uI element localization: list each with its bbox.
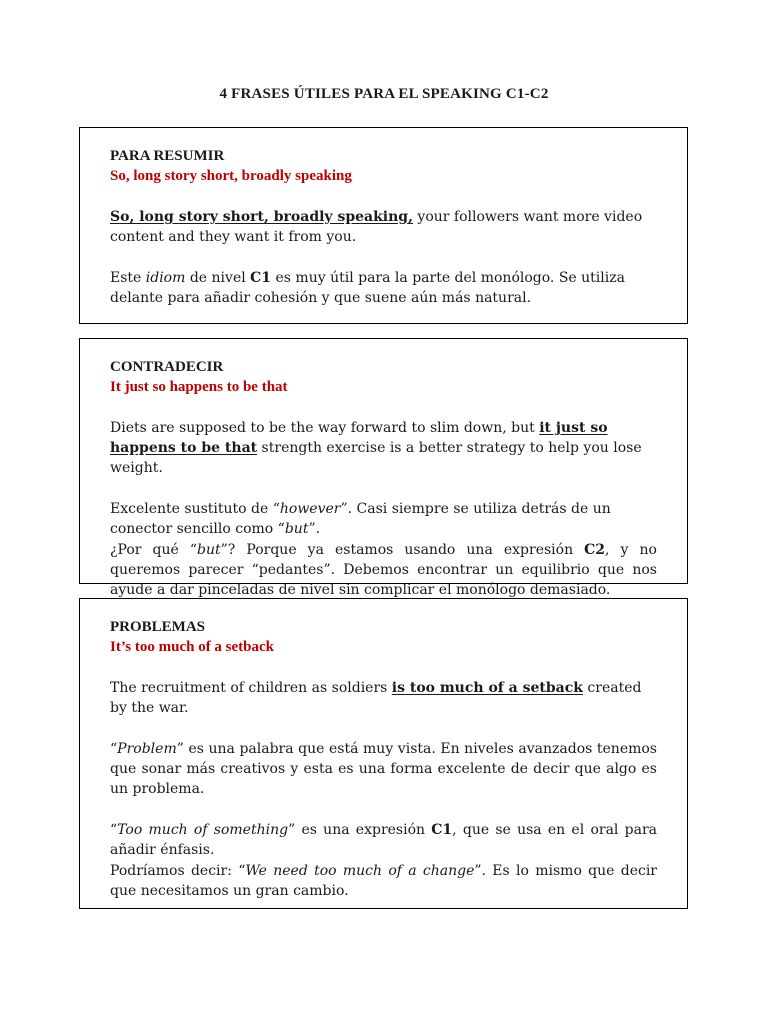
explanation-text: ”? Porque ya estamos usando una expresión: [220, 541, 585, 558]
explanation: [110, 820, 657, 861]
key-phrase: It just so happens to be that: [110, 379, 288, 396]
explanation-term: idiom: [145, 269, 186, 286]
explanation-text: , y no queremos parecer “pedantes”. Debemos encontrar un equilibrio que nos ayude a dar pinceladas de nivel sin complicar el monólogo demasiado.: [110, 541, 657, 599]
explanation-term: Problem: [117, 740, 177, 757]
key-phrase: So, long story short, broadly speaking: [110, 168, 352, 185]
section-contradict: [79, 338, 688, 599]
explanation-text: Podríamos decir: “: [110, 862, 246, 879]
example-text: your followers want more video content and they want it from you.: [110, 208, 643, 246]
explanation-text: ”.: [308, 521, 321, 538]
explanation-text: ” es una palabra que está muy vista. En niveles avanzados tenemos que sonar más creativos y esta es una forma excelente de decir que algo es un problema.: [110, 740, 657, 798]
explanation-text: , que se usa en el oral para añadir énfasis.: [110, 821, 657, 859]
section-heading: PARA RESUMIR: [110, 148, 225, 164]
explanation-text: es muy útil para la parte del monólogo. Se utiliza delante para añadir cohesión y que suene aún más natural.: [110, 269, 625, 307]
explanation-text: ¿Por qué “: [110, 541, 198, 558]
explanation: [110, 861, 657, 902]
explanation: [110, 499, 657, 540]
section-problems: [79, 598, 688, 909]
level-label: C1: [431, 821, 453, 838]
example-text: strength exercise is a better strategy to help you lose weight.: [110, 440, 642, 477]
example-highlight: it just so happens to be that: [110, 419, 608, 457]
level-label: C2: [584, 541, 606, 558]
example-text: Diets are supposed to be the way forward to slim down, but: [110, 419, 540, 436]
level-label: C1: [250, 269, 272, 286]
explanation-text: de nivel: [185, 269, 251, 286]
example-highlight: is too much of a setback: [391, 679, 583, 696]
key-phrase: It’s too much of a setback: [110, 639, 275, 656]
example-highlight: So, long story short, broadly speaking,: [110, 208, 413, 225]
document-title: 4 FRASES ÚTILES PARA EL SPEAKING C1-C2: [219, 86, 549, 102]
section-summarize: [79, 127, 688, 324]
explanation-text: “: [110, 740, 118, 757]
explanation-term: Too much of something: [117, 821, 289, 838]
example-sentence: [110, 418, 657, 479]
example-text: The recruitment of children as soldiers: [110, 679, 392, 696]
explanation-term: but: [284, 521, 309, 538]
example-sentence: [110, 207, 657, 248]
explanation-term: but: [197, 541, 221, 558]
explanation-text: ”. Es lo mismo que decir que necesitamos un gran cambio.: [110, 862, 658, 899]
explanation: [110, 739, 657, 800]
example-sentence: [110, 678, 657, 719]
explanation-text: ”. Casi siempre se utiliza detrás de un conector sencillo como “: [110, 501, 611, 538]
section-heading: CONTRADECIR: [110, 359, 224, 375]
example-text: created by the war.: [110, 679, 642, 717]
explanation-text: “: [110, 821, 118, 838]
explanation-term: however: [279, 501, 341, 518]
explanation-text: ” es una expresión: [288, 821, 432, 838]
section-heading: PROBLEMAS: [110, 619, 206, 635]
example-quote: We need too much of a change: [245, 862, 475, 879]
explanation-text: Excelente sustituto de “: [110, 501, 280, 518]
explanation: [110, 540, 657, 601]
explanation-text: Este: [110, 269, 146, 286]
explanation: [110, 268, 657, 309]
